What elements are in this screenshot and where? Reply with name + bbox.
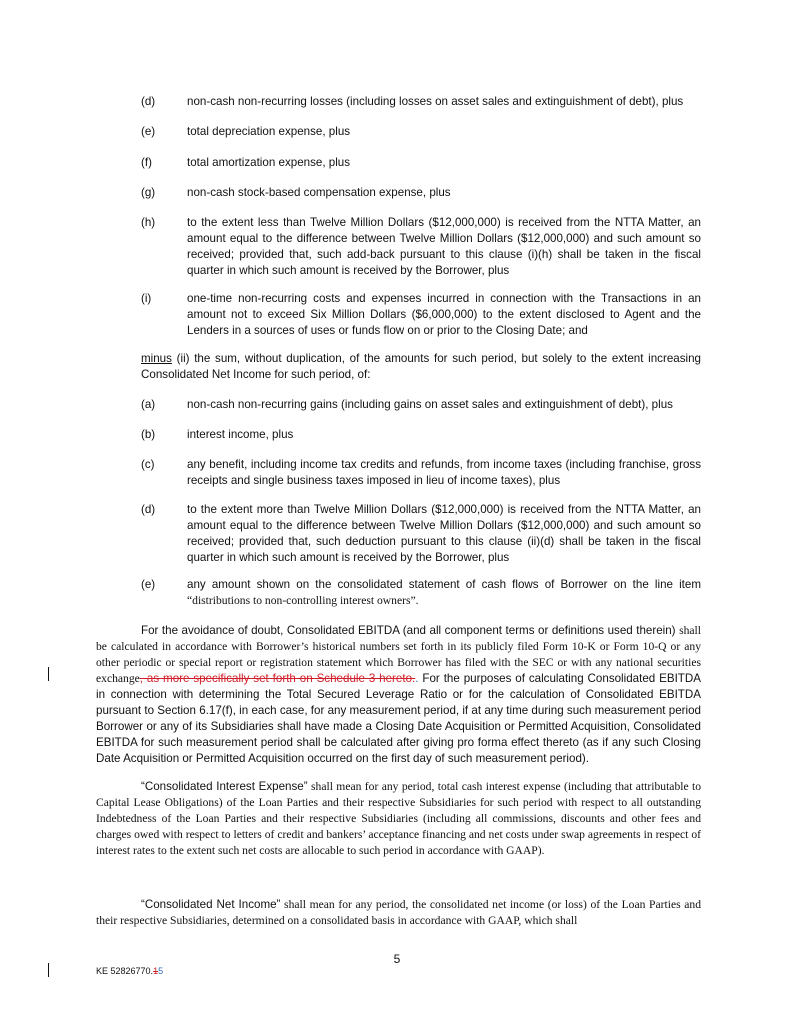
- item-label: (d): [141, 503, 156, 516]
- item-text: to the extent less than Twelve Million Dollars ($12,000,000) is received from the NTTA Matter, an amount equal to the difference between Twelve Million Dollars ($12,000,000) and such amount so received; provided that, such add-back pursuant to this clause (i)(h) shall be taken in the fiscal quarter in which such amount is received by the Borrower, plus: [187, 216, 701, 277]
- net-income-paragraph: [96, 897, 701, 929]
- minus-word: minus: [141, 352, 172, 365]
- item-text: total depreciation expense, plus: [187, 125, 351, 138]
- item-label: (b): [141, 428, 156, 441]
- net-income-text: shall mean for any period, the consolidated net income (or loss) of the Loan Parties and their respective Subsidiaries, determined on a consolidated basis in accordance with GAAP, which shall: [96, 898, 701, 927]
- item-text-quote: “distributions to non-controlling interest owners”.: [187, 594, 419, 607]
- item-text: interest income, plus: [187, 428, 294, 441]
- item-label: (g): [141, 186, 156, 199]
- minus-paragraph: [141, 351, 701, 383]
- item-label: (e): [141, 578, 156, 591]
- item-text: non-cash stock-based compensation expense, plus: [187, 186, 451, 199]
- change-bar: [48, 667, 49, 681]
- item-text: to the extent more than Twelve Million Dollars ($12,000,000) is received from the NTTA Matter, an amount equal to the difference between Twelve Million Dollars ($12,000,000) and such amount so received; provided that, such deduction pursuant to this clause (ii)(d) shall be taken in the fiscal quarter in which such amount is received by the Borrower, plus: [187, 503, 701, 564]
- interest-expense-term: “Consolidated Interest Expense”: [141, 780, 308, 793]
- item-text: total amortization expense, plus: [187, 156, 351, 169]
- footer-doc-id: [96, 966, 163, 976]
- item-label: (f): [141, 156, 152, 169]
- item-text: any benefit, including income tax credits and refunds, from income taxes (including franchise, gross receipts and single business taxes imposed in lieu of income taxes), plus: [187, 458, 701, 487]
- item-label: (i): [141, 292, 152, 305]
- avoidance-text-3: For the purposes of calculating Consolidated EBITDA in connection with determining the Total Secured Leverage Ratio or for the calculation of Consolidated EBITDA pursuant to Section 6.17(f), in each case, for any measurement period, if at any time during such measurement period Borrower or any of its Subsidiaries shall have made a Closing Date Acquisition or Permitted Acquisition, Consolidated EBITDA for such measurement period shall be calculated after giving pro forma effect thereto (as if any such Closing Date Acquisition or Permitted Acquisition occurred on the first day of such measurement period).: [96, 672, 701, 765]
- item-text: [187, 577, 701, 609]
- old-version: 1: [153, 966, 159, 976]
- interest-expense-text: shall mean for any period, total cash interest expense (including that attributable to Capital Lease Obligations) of the Loan Parties and their respective Subsidiaries for such period with respect to all outstanding Indebtedness of the Loan Parties and their respective Subsidiaries (including all commissions, discounts and other fees and charges owed with respect to letters of credit and bankers’ acceptance financing and net costs under swap agreements in respect of interest rates to the extent such net costs are allocable to such period in accordance with GAAP).: [96, 780, 702, 857]
- item-label: (e): [141, 125, 156, 138]
- item-label: (a): [141, 398, 156, 411]
- avoidance-text-1: For the avoidance of doubt, Consolidated EBITDA (and all component terms or definitions used therein): [141, 624, 676, 637]
- inserted-text: .: [415, 672, 419, 685]
- minus-text: (ii) the sum, without duplication, of the amounts for such period, but solely to the extent increasing Consolidated Net Income for such period, of:: [141, 352, 701, 381]
- item-text: one-time non-recurring costs and expenses incurred in connection with the Transactions in an amount not to exceed Six Million Dollars ($6,000,000) to the extent disclosed to Agent and the Lenders in a sources of uses or funds flow on or prior to the Closing Date; and: [187, 292, 701, 337]
- interest-expense-paragraph: [96, 779, 701, 859]
- avoidance-paragraph: [96, 623, 701, 767]
- page-number: 5: [393, 952, 401, 966]
- new-version: 5: [158, 966, 164, 976]
- item-text: non-cash non-recurring losses (including losses on asset sales and extinguishment of debt), plus: [187, 95, 684, 108]
- item-text-line: any amount shown on the consolidated statement of cash flows of Borrower on the line item: [187, 578, 701, 591]
- item-text: non-cash non-recurring gains (including gains on asset sales and extinguishment of debt), plus: [187, 398, 673, 411]
- item-label: (c): [141, 458, 155, 471]
- avoidance-text-2: shall be calculated in accordance with Borrower’s historical numbers set forth in its publicly filed Form 10-K or Form 10-Q or any other periodic or special report or registration statement which Borrower has filed with the SEC or with any national securities exchange: [96, 624, 701, 685]
- net-income-term: “Consolidated Net Income”: [141, 898, 281, 911]
- doc-id: KE 52826770.: [96, 966, 154, 976]
- change-bar: [48, 963, 49, 977]
- item-label: (h): [141, 216, 156, 229]
- item-label: (d): [141, 95, 156, 108]
- deleted-text: , as more specifically set forth on Schedule 3 hereto.: [139, 672, 416, 685]
